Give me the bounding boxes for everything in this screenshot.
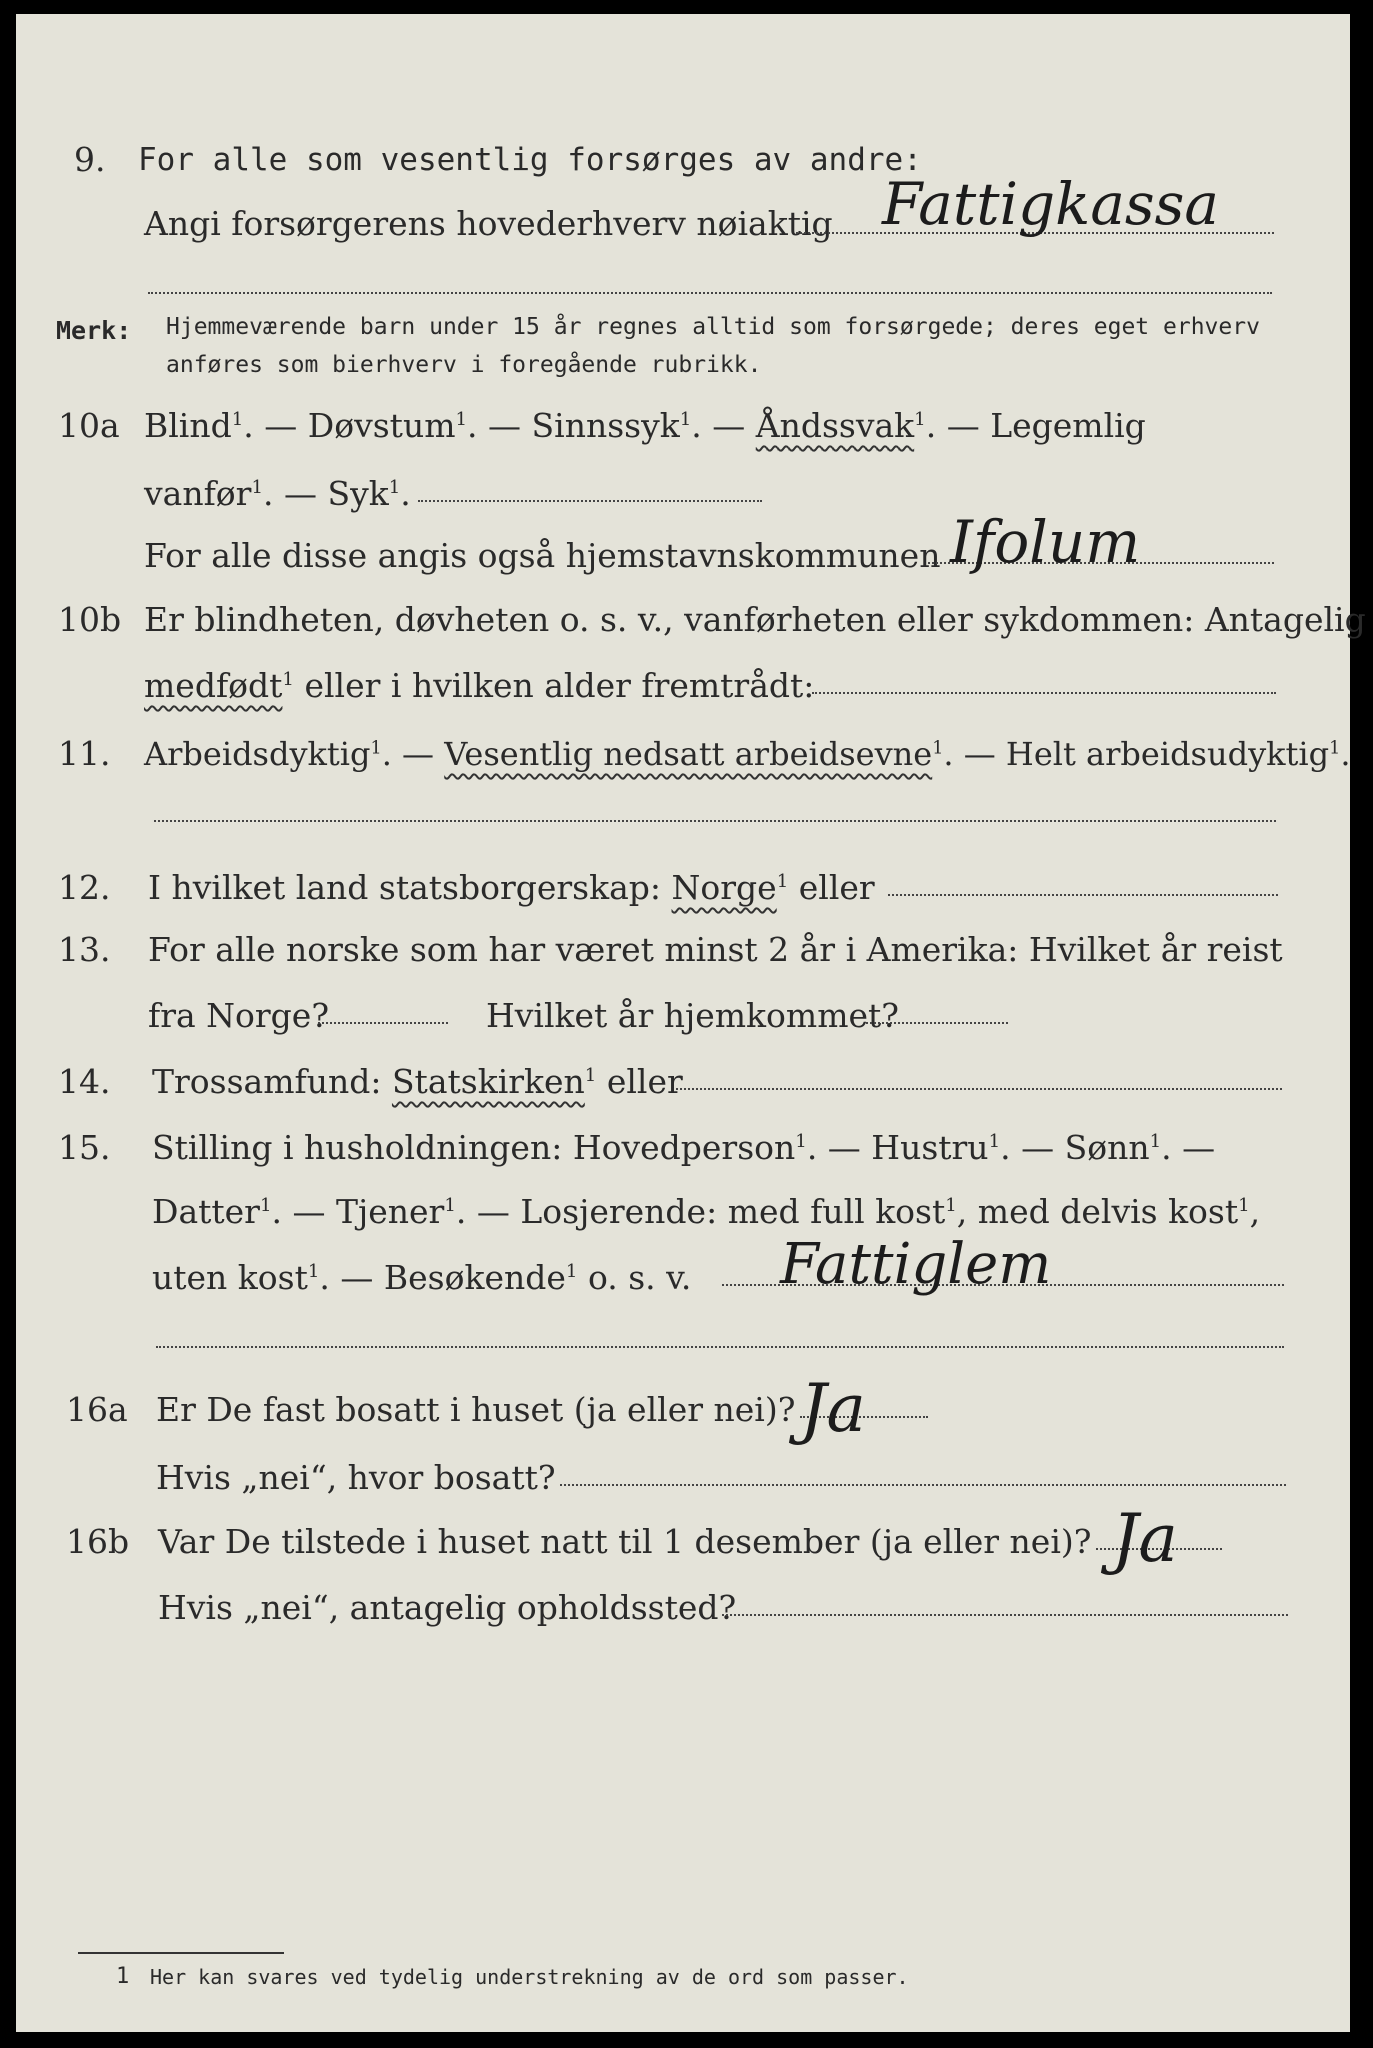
q14-line [152, 1060, 683, 1104]
q14-text: Trossamfund: [152, 1062, 382, 1101]
q14-number: 14. [58, 1062, 111, 1101]
q10a-vanfor: vanfør [144, 474, 252, 513]
q15-stilling: Stilling i husholdningen: [152, 1128, 563, 1167]
q15-tjener-sup: 1 [444, 1195, 456, 1216]
q11-line1: Arbeidsdyktig$^1$. — Vesentlig nedsatt arbeidsevne$^1$. — Helt arbeidsudyktig$^1$. [144, 735, 1351, 773]
q15-dash1: — [827, 1128, 861, 1167]
q16b-line1: Var De tilstede i huset natt til 1 desember (ja eller nei)? [158, 1522, 1092, 1561]
q15-hustru-sup: 1 [988, 1131, 1001, 1152]
q10a-dash1: — [264, 406, 298, 445]
q15-sonn: Sønn [1064, 1128, 1150, 1167]
q15-osv: o. s. v. [587, 1258, 692, 1297]
footnote-mark: 1 [116, 1964, 130, 1989]
q15-dash3: — [1182, 1128, 1216, 1167]
q10a-syk-line [418, 500, 762, 502]
q16b-answer: Ja [1112, 1500, 1178, 1577]
q15-extra-line [156, 1346, 1284, 1348]
q15-line2: Datter$^1$. — Tjener$^1$. — Losjerende: med full kost$^1$, med delvis kost$^1$, [152, 1192, 1261, 1231]
q16a-line2: Hvis „nei“, hvor bosatt? [156, 1458, 556, 1497]
q16b-opholdssted-line [722, 1614, 1288, 1616]
q15-line1: Stilling i husholdningen: Hovedperson$^1$. — Hustru$^1$. — Sønn$^1$. — [152, 1128, 1216, 1167]
q15-sonn-sup: 1 [1149, 1131, 1162, 1152]
q15-med-full-kost: med full kost [727, 1192, 946, 1231]
q10a-line1: Blind$^1$. — Døvstum$^1$. — Sinnssyk$^1$. — Åndssvak$^1$. — Legemlig [144, 406, 1146, 445]
q12-norge: Norge [671, 868, 777, 907]
q12-norge-sup: 1 [776, 871, 789, 892]
q10a-dovstum: Døvstum [307, 406, 456, 445]
q10a-line2: vanfør$^1$. — Syk$^1$. [144, 474, 411, 513]
q10a-answer: Ifolum [950, 508, 1141, 576]
q13-reist-line [318, 1022, 448, 1024]
q15-hovedperson: Hovedperson [572, 1128, 796, 1167]
q10b-number: 10b [58, 600, 122, 639]
q15-losjerende: Losjerende: [520, 1192, 718, 1231]
q9-line1: For alle som vesentlig forsørges av andre: [138, 142, 922, 178]
q10a-legemlig: Legemlig [990, 406, 1146, 445]
q15-dash4: — [292, 1192, 326, 1231]
q14-statskirken-sup: 1 [584, 1065, 597, 1086]
q10b-line2 [144, 664, 814, 708]
q10a-syk-sup: 1 [388, 477, 401, 498]
q10b-line2-rest: eller i hvilken alder fremtrådt: [304, 666, 815, 705]
q9-answer: Fattigkassa [882, 170, 1220, 238]
q15-datter: Datter [152, 1192, 260, 1231]
q11-extra-line [154, 820, 1276, 822]
q9-number: 9. [74, 140, 106, 179]
q10a-andssvak: Åndssvak [755, 406, 915, 445]
q10a-dash4: — [946, 406, 980, 445]
q15-dash2: — [1021, 1128, 1055, 1167]
q15-uten-kost-sup: 1 [307, 1261, 320, 1282]
q15-dash5: — [476, 1192, 510, 1231]
q15-comma2: , [1249, 1192, 1261, 1231]
merk-label: Merk: [56, 316, 132, 345]
q10a-number: 10a [58, 406, 120, 445]
q15-uten-kost: uten kost [152, 1258, 308, 1297]
q12-text: I hvilket land statsborgerskap: [148, 868, 662, 907]
q15-line3 [152, 1256, 691, 1300]
q15-comma1: , [956, 1192, 968, 1231]
q10b-medfodt-sup: 1 [282, 669, 294, 690]
q15-period: . [319, 1258, 330, 1297]
q15-dash6: — [340, 1258, 374, 1297]
q15-datter-sup: 1 [259, 1195, 272, 1216]
q15-number: 15. [58, 1128, 111, 1167]
q16a-number: 16a [66, 1390, 128, 1429]
q16a-bosatt-line [560, 1484, 1286, 1486]
q15-med-delvis-kost: med delvis kost [977, 1192, 1239, 1231]
q15-besokende-sup: 1 [565, 1261, 578, 1282]
q13-line2b: Hvilket år hjemkommet? [486, 996, 899, 1035]
q11-vesentlig: Vesentlig nedsatt arbeidsevne [444, 735, 933, 773]
q15-med-full-kost-sup: 1 [945, 1195, 957, 1216]
q11-dash2: — [963, 735, 996, 773]
q15-answer: Fattiglem [780, 1232, 1052, 1297]
merk-line1: Hjemmeværende barn under 15 år regnes alltid som forsørgede; deres eget erhverv [166, 314, 1260, 340]
q10a-sinnssyk: Sinnssyk [531, 406, 680, 445]
q12-line [148, 866, 875, 910]
q10a-syk: Syk [327, 474, 389, 513]
q10b-line1: Er blindheten, døvheten o. s. v., vanførheten eller sykdommen: Antagelig [144, 600, 1366, 639]
q11-vesentlig-sup: 1 [932, 738, 944, 759]
q11-arbeidsdyktig: Arbeidsdyktig [144, 735, 371, 773]
q10a-dovstum-sup: 1 [455, 409, 468, 430]
q10b-answer-line [812, 692, 1276, 694]
q10a-dash2: — [488, 406, 522, 445]
q13-line1: For alle norske som har været minst 2 år i Amerika: Hvilket år reist [148, 930, 1283, 969]
q12-answer-line [888, 894, 1278, 896]
q16a-line1: Er De fast bosatt i huset (ja eller nei)? [156, 1390, 796, 1429]
q10a-andssvak-sup: 1 [914, 409, 926, 430]
q15-med-delvis-kost-sup: 1 [1238, 1195, 1250, 1216]
q12-number: 12. [58, 868, 111, 907]
q9-extra-line [148, 292, 1272, 294]
q11-dash1: — [402, 735, 435, 773]
q14-answer-line [676, 1088, 1282, 1090]
q16b-line2: Hvis „nei“, antagelig opholdssted? [158, 1588, 737, 1627]
q10a-vanfor-sup: 1 [251, 477, 263, 498]
q15-besokende: Besøkende [383, 1258, 566, 1297]
q11-number: 11. [58, 734, 111, 773]
q10a-sinnssyk-sup: 1 [679, 409, 692, 430]
q15-hustru: Hustru [871, 1128, 989, 1167]
q10a-blind-sup: 1 [231, 409, 244, 430]
q10a-dash5: — [283, 474, 317, 513]
q13-hjemkommet-line [866, 1022, 1008, 1024]
q15-hovedperson-sup: 1 [795, 1131, 807, 1152]
q13-number: 13. [58, 930, 111, 969]
q16b-number: 16b [66, 1522, 130, 1561]
q11-arbeidsdyktig-sup: 1 [370, 738, 382, 759]
q9-line2: Angi forsørgerens hovederhverv nøiaktig [144, 204, 833, 243]
merk-line2: anføres som bierhverv i foregående rubrikk. [166, 352, 762, 378]
q11-helt: Helt arbeidsudyktig [1005, 735, 1330, 773]
q10a-blind: Blind [144, 406, 232, 445]
q13-line2a: fra Norge? [148, 996, 330, 1035]
q14-eller: eller [606, 1062, 683, 1101]
q10a-line3: For alle disse angis også hjemstavnskommunen [144, 536, 941, 575]
q10a-dash3: — [712, 406, 746, 445]
q11-helt-sup: 1 [1329, 738, 1341, 759]
footnote-rule [78, 1952, 284, 1954]
q16a-answer: Ja [800, 1370, 866, 1447]
q14-statskirken: Statskirken [391, 1062, 585, 1101]
q10b-medfodt: medfødt [144, 666, 283, 705]
q12-eller: eller [798, 868, 875, 907]
q15-tjener: Tjener [336, 1192, 445, 1231]
footnote-text: Her kan svares ved tydelig understrekning av de ord som passer. [150, 1965, 909, 1989]
